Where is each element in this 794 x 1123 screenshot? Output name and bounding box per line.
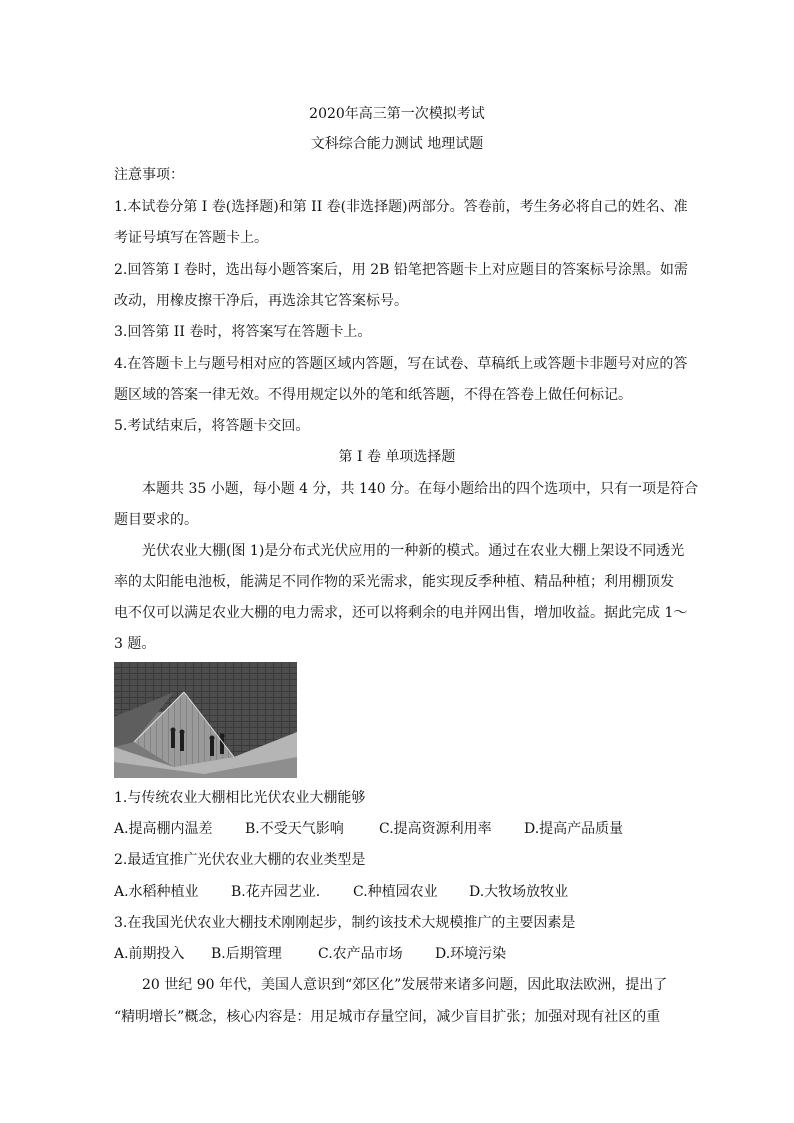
section-intro: 本题共 35 小题，每小题 4 分，共 140 分。在每小题给出的四个选项中，只有一项是符合 — [142, 481, 699, 497]
notice-line: 考证号填写在答题卡上。 — [114, 230, 268, 246]
notice-line: 4.在答题卡上与题号相对应的答题区域内答题，写在试卷、草稿纸上或答题卡非题号对应的答 — [114, 356, 688, 372]
option-d: D.环境污染 — [435, 946, 507, 962]
option-c: C.农产品市场 — [318, 946, 403, 962]
option-d: D.提高产品质量 — [524, 821, 624, 837]
question-options — [114, 944, 506, 964]
passage-line: “精明增长”概念，核心内容是：用足城市存量空间，减少盲目扩张；加强对现有社区的重 — [114, 1009, 661, 1025]
passage-line: 电不仅可以满足农业大棚的电力需求，还可以将剩余的电并网出售，增加收益。据此完成 1～ — [114, 605, 688, 621]
question-stem: 3.在我国光伏农业大棚技术刚刚起步，制约该技术大规模推广的主要因素是 — [114, 915, 576, 931]
exam-title: 2020年高三第一次模拟考试 — [309, 106, 485, 122]
passage-line: 20 世纪 90 年代，美国人意识到“郊区化”发展带来诸多问题，因此取法欧洲，提出了 — [142, 977, 668, 993]
exam-subtitle: 文科综合能力测试 地理试题 — [310, 136, 484, 152]
section-intro: 题目要求的。 — [114, 512, 198, 528]
option-a: A.前期投入 — [114, 946, 185, 962]
option-a: A.水稻种植业 — [114, 884, 199, 900]
section-title: 第 I 卷 单项选择题 — [338, 449, 456, 465]
passage-line: 率的太阳能电池板，能满足不同作物的采光需求，能实现反季种植、精品种植；利用棚顶发 — [114, 574, 674, 590]
notice-line: 5.考试结束后，将答题卡交回。 — [114, 418, 310, 434]
option-d: D.大牧场放牧业 — [469, 884, 569, 900]
notice-line: 3.回答第 II 卷时，将答案写在答题卡上。 — [114, 324, 372, 340]
notice-line: 改动，用橡皮擦干净后，再选涂其它答案标号。 — [114, 293, 408, 309]
passage-line: 光伏农业大棚(图 1)是分布式光伏应用的一种新的模式。通过在农业大棚上架设不同透光 — [142, 543, 685, 559]
greenhouse-photo — [114, 662, 297, 778]
notice-line: 题区域的答案一律无效。不得用规定以外的笔和纸答题，不得在答卷上做任何标记。 — [114, 387, 632, 403]
question-options — [114, 819, 623, 839]
option-b: B.花卉园艺业. — [231, 884, 321, 900]
notice-line: 2.回答第 I 卷时，选出每小题答案后，用 2B 铅笔把答题卡上对应题目的答案标号涂黑。如需 — [114, 262, 688, 278]
option-a: A.提高棚内温差 — [114, 821, 213, 837]
question-options — [114, 882, 568, 902]
notice-heading: 注意事项： — [114, 167, 184, 183]
notice-line: 1.本试卷分第 I 卷(选择题)和第 II 卷(非选择题)两部分。答卷前，考生务必将自己的姓名、准 — [114, 199, 688, 215]
passage-line: 3 题。 — [114, 636, 156, 652]
option-c: C.种植园农业 — [353, 884, 438, 900]
option-b: B.后期管理 — [211, 946, 282, 962]
question-stem: 2.最适宜推广光伏农业大棚的农业类型是 — [114, 852, 366, 868]
option-b: B.不受天气影响 — [245, 821, 344, 837]
question-stem: 1.与传统农业大棚相比光伏农业大棚能够 — [114, 790, 366, 806]
option-c: C.提高资源利用率 — [379, 821, 492, 837]
